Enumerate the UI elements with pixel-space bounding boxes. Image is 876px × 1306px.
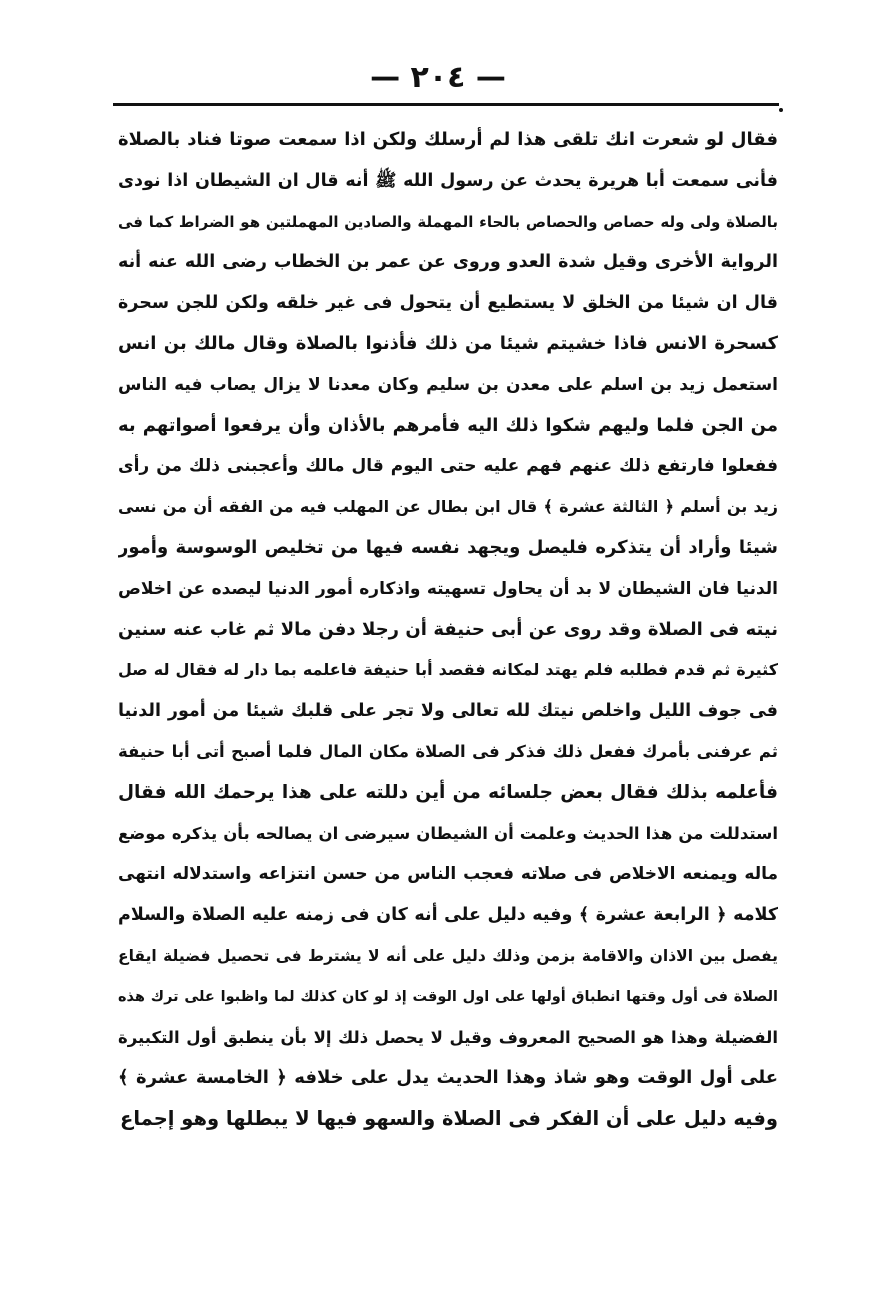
text-line: الصلاة فى أول وقتها انطباق أولها على اول الوقت إذ لو كان كذلك لما واظبوا على ترك هذه [118,988,778,1005]
header-rule-dot [779,108,783,112]
text-line: قال ان شيئا من الخلق لا يستطيع أن يتحول فى غير خلقه ولكن للجن سحرة [118,293,778,314]
text-line: كثيرة ثم قدم فطلبه فلم يهتد لمكانه فقصد أبا حنيفة فاعلمه بما دار له فقال له صل [118,660,778,680]
text-line: شيئا وأراد أن يتذكره فليصل ويجهد نفسه فيها من تخليص الوسوسة وأمور [118,536,778,558]
body-text [118,120,778,1140]
text-line: من الجن فلما وليهم شكوا ذلك اليه فأمرهم بالأذان وأن يرفعوا أصواتهم به [118,414,778,436]
text-line: فأعلمه بذلك فقال بعض جلسائه من أين دللته على هذا يرحمك الله فقال [118,781,778,803]
text-line: فى جوف الليل واخلص نيتك لله تعالى ولا تجر على قلبك شيئا من أمور الدنيا [118,701,778,722]
text-line: فقال لو شعرت انك تلقى هذا لم أرسلك ولكن اذا سمعت صوتا فناد بالصلاة [118,129,778,150]
text-line: الرواية الأخرى وقيل شدة العدو وروى عن عمر بن الخطاب رضى الله عنه أنه [118,252,778,273]
text-line: الدنيا فان الشيطان لا بد أن يحاول تسهيته واذكاره أمور الدنيا ليصده عن اخلاص [118,578,778,599]
text-line: كسحرة الانس فاذا خشيتم شيئا من ذلك فأذنوا بالصلاة وقال مالك بن انس [118,332,778,354]
text-line: ففعلوا فارتفع ذلك عنهم فهم عليه حتى اليوم قال مالك وأعجبنى ذلك من رأى [118,456,778,477]
text-line: يفصل بين الاذان والاقامة بزمن وذلك دليل على أنه لا يشترط فى تحصيل فضيلة ايقاع [118,946,778,965]
text-line: ماله ويمنعه الاخلاص فى صلاته فعجب الناس من حسن انتزاعه واستدلاله انتهى [118,864,778,885]
header-rule [113,103,779,106]
text-line: استعمل زيد بن اسلم على معدن بن سليم وكان معدنا لا يزال يصاب فيه الناس [118,374,778,395]
text-line: استدللت من هذا الحديث وعلمت أن الشيطان سيرضى ان يصالحه بأن يذكره موضع [118,823,778,843]
text-line: وفيه دليل على أن الفكر فى الصلاة والسهو فيها لا يبطلها وهو إجماع [120,1107,778,1131]
text-line: الفضيلة وهذا هو الصحيح المعروف وقيل لا يحصل ذلك إلا بأن ينطبق أول التكبيرة [118,1027,778,1047]
text-line: على أول الوقت وهو شاذ وهذا الحديث يدل على خلافه ﴿ الخامسة عشرة ﴾ [118,1067,778,1089]
text-line: فأنى سمعت أبا هريرة يحدث عن رسول الله ﷺ أنه قال ان الشيطان اذا نودى [118,170,778,191]
text-line: كلامه ﴿ الرابعة عشرة ﴾ وفيه دليل على أنه كان فى زمنه عليه الصلاة والسلام [118,905,778,926]
page-number: — ٢٠٤ — [370,60,506,95]
text-line: ثم عرفنى بأمرك ففعل ذلك فذكر فى الصلاة مكان المال فلما أصبح أتى أبا حنيفة [118,741,778,761]
text-line: نيته فى الصلاة وقد روى عن أبى حنيفة أن رجلا دفن مالا ثم غاب عنه سنين [118,618,778,640]
text-line: بالصلاة ولى وله حصاص والحصاص بالحاء المهملة والصادين المهملتين هو الضراط كما فى [118,212,778,231]
text-line: زيد بن أسلم ﴿ الثالثة عشرة ﴾ قال ابن بطال عن المهلب فيه من الفقه أن من نسى [118,497,778,517]
